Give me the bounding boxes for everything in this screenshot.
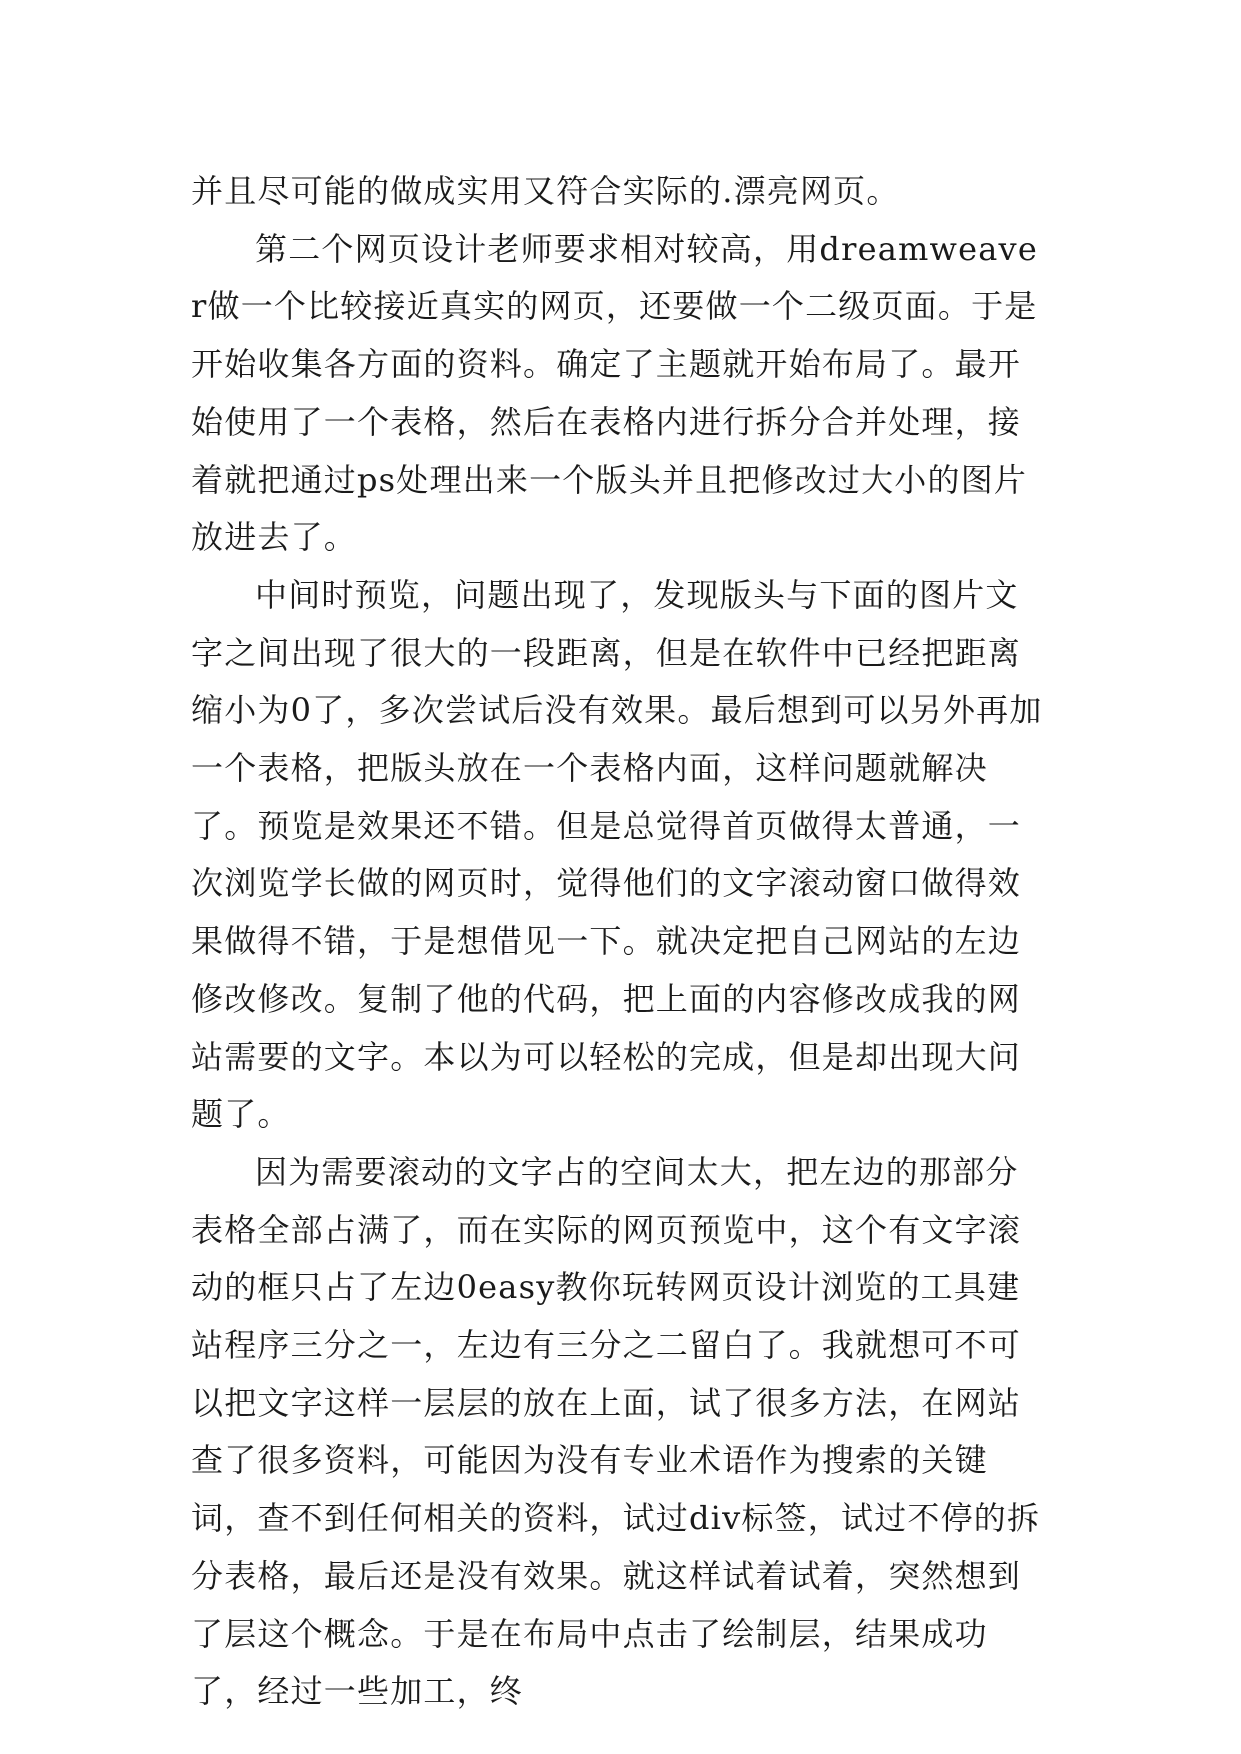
document-body — [191, 163, 1051, 1721]
paragraph-1: 并且尽可能的做成实用又符合实际的.漂亮网页。 — [191, 172, 900, 210]
paragraph-4: 因为需要滚动的文字占的空间太大，把左边的那部分表格全部占满了，而在实际的网页预览中，这个有文字滚动的框只占了左边0easy教你玩转网页设计浏览的工具建站程序三分之一，左边有三分之二留白了。我就想可不可以把文字这样一层层的放在上面，试了很多方法，在网站查了很多资料，可能因为没有专业术语作为搜索的关键词，查不到任何相关的资料，试过div标签，试过不停的拆分表格，最后还是没有效果。就这样试着试着，突然想到了层这个概念。于是在布局中点击了绘制层，结果成功了，经过一些加工，终 — [191, 1152, 1041, 1711]
paragraph-2: 第二个网页设计老师要求相对较高，用dreamweaver做一个比较接近真实的网页，还要做一个二级页面。于是开始收集各方面的资料。确定了主题就开始布局了。最开始使用了一个表格，然后在表格内进行拆分合并处理，接着就把通过ps处理出来一个版头并且把修改过大小的图片放进去了。 — [191, 229, 1038, 557]
paragraph-3: 中间时预览，问题出现了，发现版头与下面的图片文字之间出现了很大的一段距离，但是在软件中已经把距离缩小为0了，多次尝试后没有效果。最后想到可以另外再加一个表格，把版头放在一个表格内面，这样问题就解决了。预览是效果还不错。但是总觉得首页做得太普通，一次浏览学长做的网页时，觉得他们的文字滚动窗口做得效果做得不错，于是想借见一下。就决定把自己网站的左边修改修改。复制了他的代码，把上面的内容修改成我的网站需要的文字。本以为可以轻松的完成，但是却出现大问题了。 — [191, 575, 1043, 1134]
